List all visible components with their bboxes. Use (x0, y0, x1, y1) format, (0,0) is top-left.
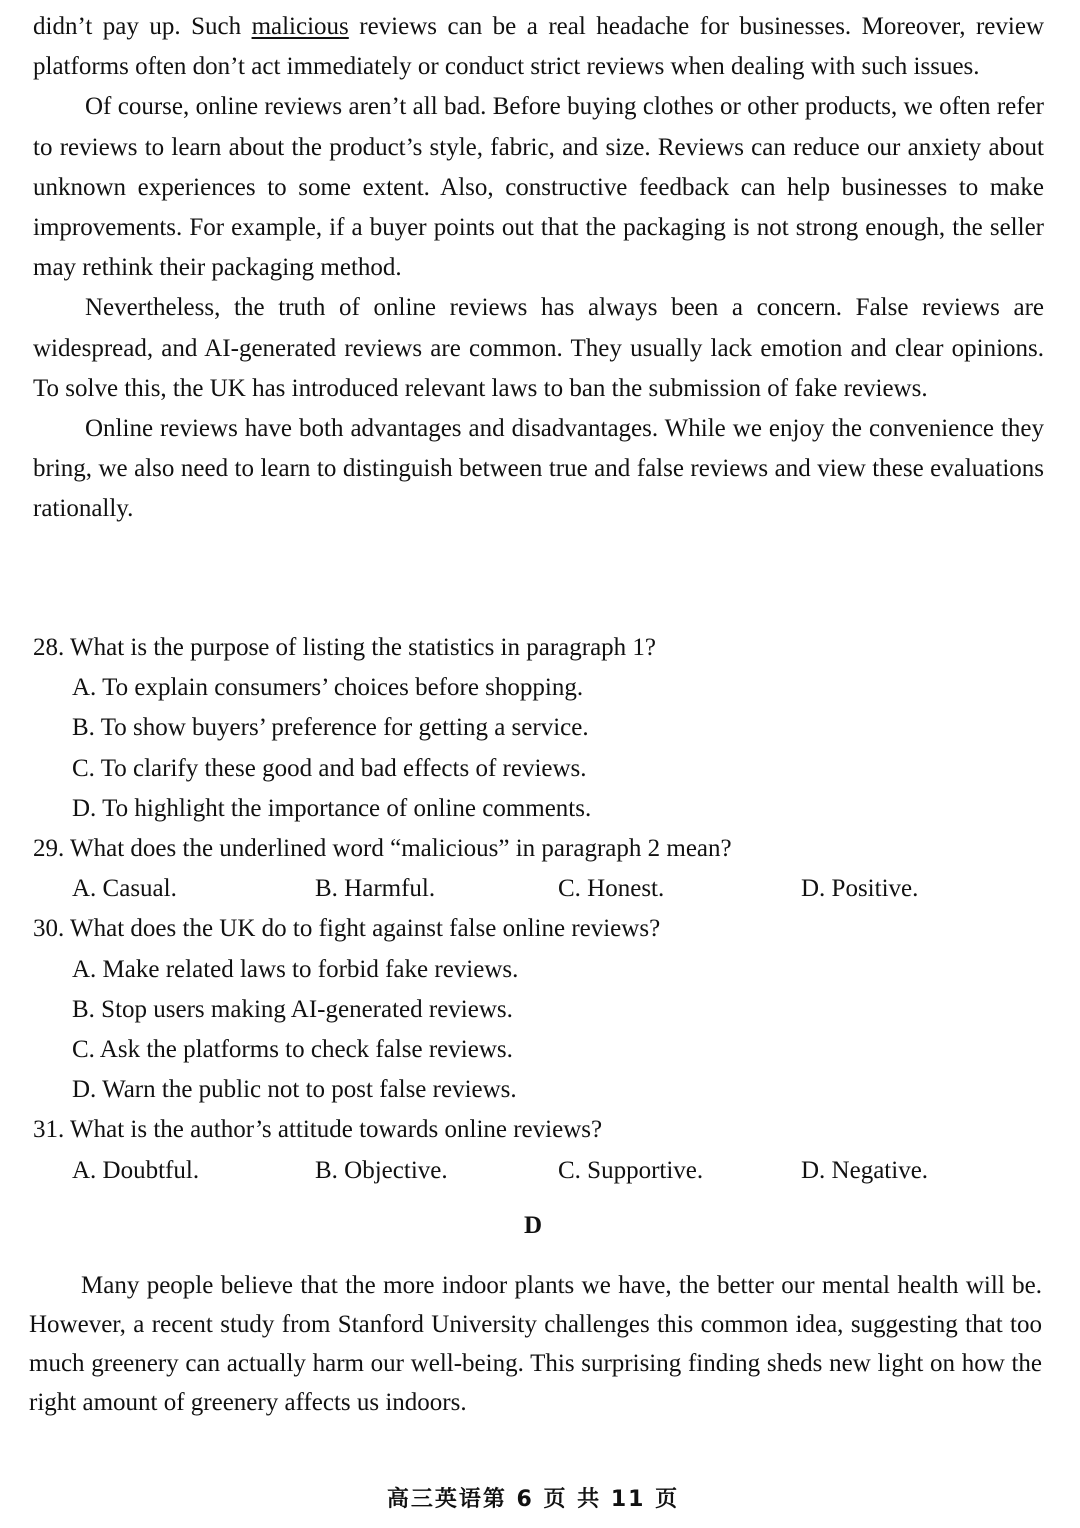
paragraph-5: Online reviews have both advantages and disadvantages. While we enjoy the convenience they bring, we also need to learn to distinguish between true and false reviews and view these evaluations rationally. (33, 415, 1044, 523)
option: C. Honest. (558, 875, 665, 903)
passage-d (29, 1266, 1042, 1422)
question-29: 29. What does the underlined word “malicious” in paragraph 2 mean? (33, 835, 732, 863)
option: D. Positive. (801, 875, 919, 903)
paragraph-2 (33, 7, 1044, 87)
option: D. Warn the public not to post false reviews. (72, 1076, 517, 1104)
underlined-word: malicious (251, 13, 349, 40)
option: B. Stop users making AI-generated reviews. (72, 995, 513, 1023)
option: C. To clarify these good and bad effects of reviews. (72, 754, 587, 782)
section-heading: D (523, 1212, 543, 1239)
option: C. Ask the platforms to check false reviews. (72, 1036, 513, 1064)
options-row (33, 1151, 1044, 1191)
option: A. Casual. (72, 875, 177, 903)
options-row (33, 869, 1044, 909)
option: B. Harmful. (315, 875, 436, 903)
option: B. To show buyers’ preference for getting a service. (72, 714, 589, 742)
option: D. To highlight the importance of online comments. (72, 794, 592, 822)
paragraph-1: Many people believe that the more indoor plants we have, the better our mental health will be. However, a recent study from Stanford University challenges this common idea, suggesting that too much greenery can actually harm our well-being. This surprising finding sheds new light on how the right amount of greenery affects us indoors. (29, 1272, 1042, 1416)
option: A. Make related laws to forbid fake reviews. (72, 955, 519, 983)
passage-c (33, 7, 1044, 530)
option: A. To explain consumers’ choices before shopping. (72, 674, 584, 702)
option: A. Doubtful. (72, 1156, 200, 1184)
questions (33, 628, 1044, 1191)
paragraph-4: Nevertheless, the truth of online reviews has always been a concern. False reviews are widespread, and AI-generated reviews are common. They usually lack emotion and clear opinions. To solve this, the UK has introduced relevant laws to ban the submission of fake reviews. (33, 294, 1044, 402)
question-31: 31. What is the author’s attitude towards online reviews? (33, 1116, 603, 1144)
text: didn’t pay up. Such (33, 13, 252, 40)
page-footer: 高三英语第 6 页 共 11 页 (386, 1487, 680, 1512)
option: D. Negative. (801, 1156, 929, 1184)
paragraph-3: Of course, online reviews aren’t all bad. Before buying clothes or other products, we often refer to reviews to learn about the product’s style, fabric, and size. Reviews can reduce our anxiety about unknown experiences to some extent. Also, constructive feedback can help businesses to make improvements. For example, if a buyer points out that the packaging is not strong enough, the seller may rethink their packaging method. (33, 93, 1044, 282)
option: C. Supportive. (558, 1156, 704, 1184)
option: B. Objective. (315, 1156, 448, 1184)
question-30: 30. What does the UK do to fight against false online reviews? (33, 915, 661, 943)
text: reviews can be a real headache for businesses. Moreover, review platforms often don’t act immediately or conduct strict reviews when dealing with such issues. (33, 13, 1044, 81)
question-28: 28. What is the purpose of listing the statistics in paragraph 1? (33, 634, 657, 661)
